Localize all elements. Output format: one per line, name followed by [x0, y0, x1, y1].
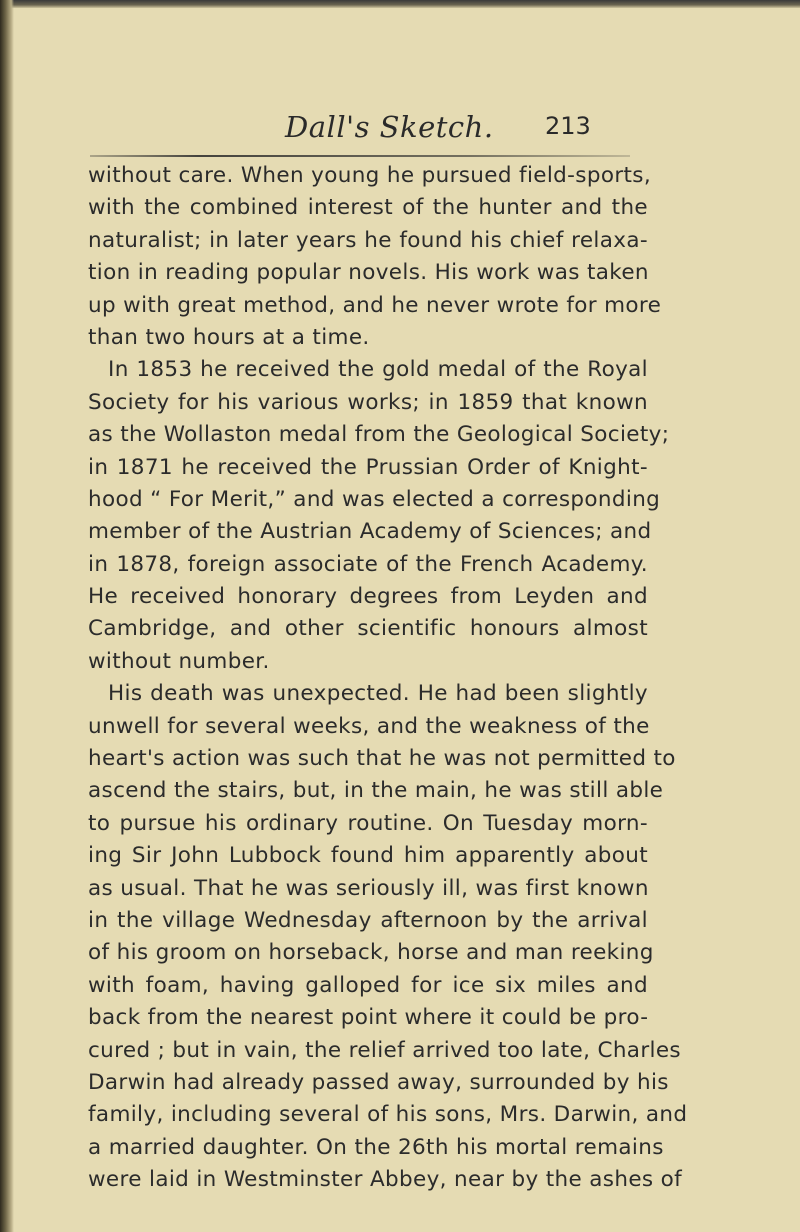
text-line: in 1878, foreign associate of the French Academy.: [88, 551, 648, 577]
text-line: cured ; but in vain, the relief arrived too late, Charles: [88, 1037, 681, 1063]
text-line: were laid in Westminster Abbey, near by the ashes of: [88, 1167, 683, 1193]
text-line: without number.: [88, 648, 270, 674]
text-line: in the village Wednesday afternoon by the arrival: [88, 907, 648, 933]
text-line: hood “ For Merit,” and was elected a corresponding: [88, 486, 661, 512]
book-spine-shadow: [0, 0, 14, 1232]
running-head-title: Dall's Sketch.: [285, 110, 494, 144]
text-line: ascend the stairs, but, in the main, he was still able: [88, 778, 664, 804]
text-line: heart's action was such that he was not permitted to: [88, 746, 676, 772]
text-line: with foam, having galloped for ice six miles and: [88, 972, 648, 998]
header-rule: [90, 155, 630, 157]
text-line: as usual. That he was seriously ill, was first known: [88, 875, 649, 901]
text-line: In 1853 he received the gold medal of the Royal: [108, 357, 648, 383]
text-line: without care. When young he pursued field-sports,: [88, 163, 652, 188]
text-line: His death was unexpected. He had been slightly: [108, 681, 648, 707]
text-line: Darwin had already passed away, surrounded by his: [88, 1069, 669, 1095]
text-line: a married daughter. On the 26th his mortal remains: [88, 1134, 664, 1160]
text-line: up with great method, and he never wrote for more: [88, 292, 662, 318]
text-line: as the Wollaston medal from the Geological Society;: [88, 422, 670, 448]
text-line: in 1871 he received the Prussian Order of Knight-: [88, 454, 648, 480]
text-line: to pursue his ordinary routine. On Tuesday morn-: [88, 810, 648, 836]
running-head: [90, 110, 650, 150]
page-top-edge: [0, 0, 800, 8]
text-line: with the combined interest of the hunter and the: [88, 195, 648, 221]
text-line: unwell for several weeks, and the weakness of the: [88, 713, 650, 739]
text-line: Society for his various works; in 1859 that known: [88, 389, 648, 415]
text-line: than two hours at a time.: [88, 324, 370, 350]
text-line: family, including several of his sons, Mrs. Darwin, and: [88, 1102, 688, 1128]
text-line: He received honorary degrees from Leyden and: [88, 584, 648, 610]
page-number: 213: [545, 112, 591, 140]
text-line: of his groom on horseback, horse and man reeking: [88, 940, 654, 966]
text-line: back from the nearest point where it could be pro-: [88, 1005, 649, 1031]
text-line: tion in reading popular novels. His work was taken: [88, 260, 649, 286]
body-text: [88, 160, 688, 1197]
text-line: naturalist; in later years he found his chief relaxa-: [88, 227, 648, 253]
text-line: ing Sir John Lubbock found him apparently about: [88, 843, 648, 869]
text-line: Cambridge, and other scientific honours almost: [88, 616, 648, 642]
text-line: member of the Austrian Academy of Sciences; and: [88, 519, 652, 545]
